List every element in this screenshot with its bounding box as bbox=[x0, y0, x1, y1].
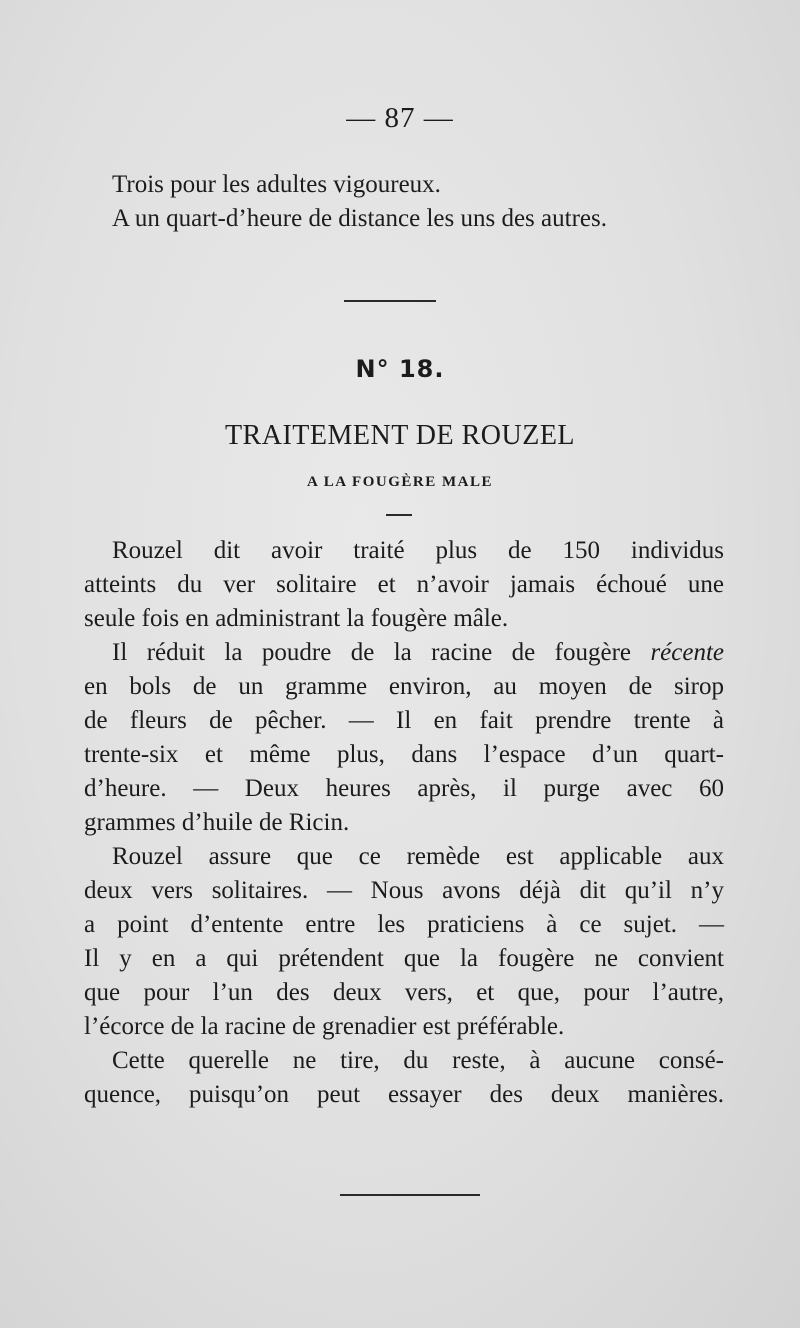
text-line: de fleurs de pêcher. — Il en fait prendre trente à bbox=[84, 707, 724, 734]
section-title: TRAITEMENT DE ROUZEL bbox=[224, 420, 576, 451]
text-line: seule fois en administrant la fougère mâle. bbox=[84, 605, 509, 632]
text-line: quence, puisqu’on peut essayer des deux manières. bbox=[84, 1081, 724, 1108]
text-line: A un quart-d’heure de distance les uns des autres. bbox=[112, 205, 607, 232]
page-number: — 87 — bbox=[346, 102, 454, 134]
text-line: Rouzel dit avoir traité plus de 150 individus bbox=[112, 537, 724, 564]
text-line: grammes d’huile de Ricin. bbox=[84, 809, 350, 836]
text-line: a point d’entente entre les praticiens à ce sujet. — bbox=[84, 911, 724, 938]
section-subtitle: A LA FOUGÈRE MALE bbox=[307, 474, 493, 490]
text-line bbox=[84, 636, 724, 670]
text-line: l’écorce de la racine de grenadier est préférable. bbox=[84, 1013, 565, 1040]
intro-text bbox=[84, 168, 724, 236]
subtitle-dash bbox=[386, 514, 412, 516]
text-line: que pour l’un des deux vers, et que, pour l’autre, bbox=[84, 979, 724, 1006]
body-text bbox=[84, 534, 724, 1112]
end-rule bbox=[340, 1194, 480, 1196]
text-line: deux vers solitaires. — Nous avons déjà dit qu’il n’y bbox=[84, 877, 724, 904]
text-line: Il y en a qui prétendent que la fougère ne convient bbox=[84, 945, 724, 972]
section-number: N° 18. bbox=[355, 355, 445, 383]
text-line: Cette querelle ne tire, du reste, à aucune consé- bbox=[112, 1047, 724, 1074]
text-line: trente-six et même plus, dans l’espace d’un quart- bbox=[84, 741, 724, 768]
text-line: Trois pour les adultes vigoureux. bbox=[112, 171, 441, 198]
text-span: Il réduit la poudre de la racine de fougère bbox=[112, 639, 632, 666]
emphasis-word: récente bbox=[650, 639, 725, 666]
text-line: atteints du ver solitaire et n’avoir jamais échoué une bbox=[84, 571, 724, 598]
section-divider bbox=[344, 300, 436, 302]
text-line: d’heure. — Deux heures après, il purge avec 60 bbox=[84, 775, 724, 802]
text-line: en bols de un gramme environ, au moyen de sirop bbox=[84, 673, 724, 700]
text-line: Rouzel assure que ce remède est applicable aux bbox=[112, 843, 724, 870]
